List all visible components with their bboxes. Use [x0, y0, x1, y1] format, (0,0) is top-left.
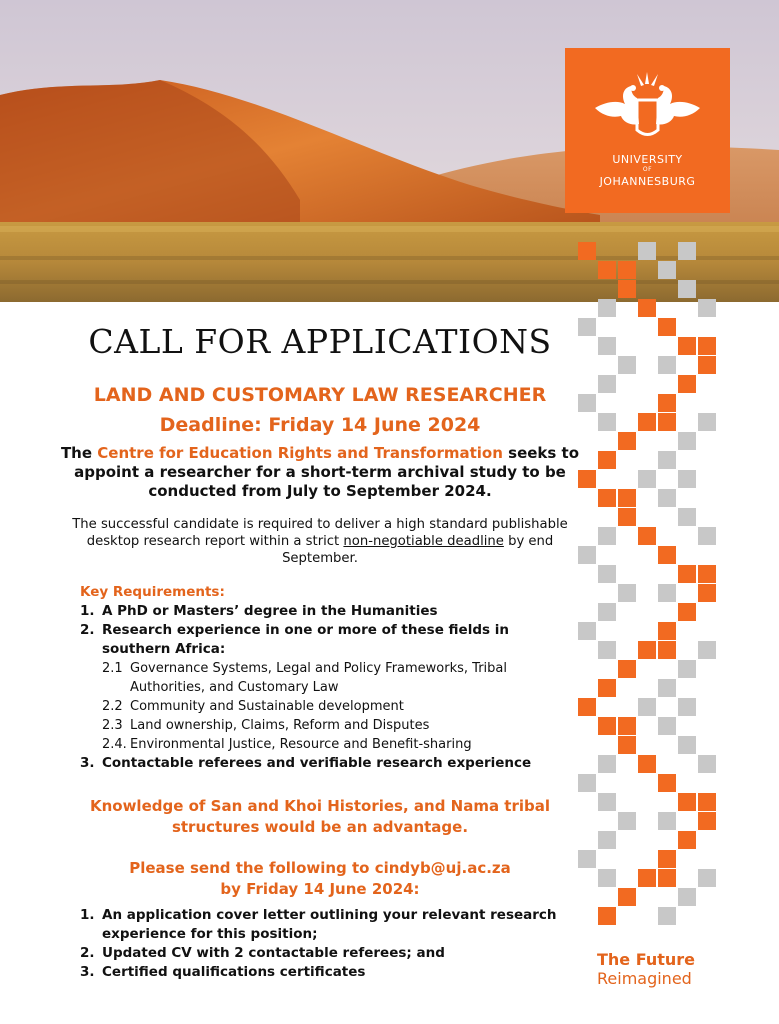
pattern-square: [638, 242, 656, 260]
pattern-square: [598, 337, 616, 355]
pattern-square: [658, 869, 676, 887]
pattern-square: [578, 622, 596, 640]
sub-list-number: 2.4.: [102, 737, 127, 752]
pattern-square: [698, 584, 716, 602]
pattern-square: [678, 831, 696, 849]
pattern-square: [618, 584, 636, 602]
pattern-square: [698, 413, 716, 431]
pattern-square: [678, 432, 696, 450]
pattern-square: [578, 394, 596, 412]
pattern-square: [678, 470, 696, 488]
sub-list-number: 2.1: [102, 661, 123, 676]
list-text: Contactable referees and verifiable research experience: [102, 755, 532, 771]
pattern-square: [618, 280, 636, 298]
pattern-square: [598, 261, 616, 279]
sub-list-item: [80, 716, 560, 735]
list-number: 2.: [80, 945, 95, 961]
pattern-square: [698, 812, 716, 830]
pattern-square: [698, 565, 716, 583]
pattern-square: [598, 869, 616, 887]
pattern-square: [638, 470, 656, 488]
sub-list-text: Community and Sustainable development: [130, 699, 404, 714]
sub-list-item: [80, 697, 560, 716]
intro-prefix: The: [60, 444, 98, 462]
pattern-square: [698, 356, 716, 374]
pattern-square: [578, 546, 596, 564]
pattern-square: [638, 698, 656, 716]
pattern-square: [698, 641, 716, 659]
pattern-square: [638, 869, 656, 887]
pattern-square: [698, 755, 716, 773]
pattern-square: [658, 546, 676, 564]
pattern-square: [638, 641, 656, 659]
pattern-square: [658, 394, 676, 412]
deliverable-part2: by end September.: [282, 534, 554, 566]
pattern-square: [598, 565, 616, 583]
list-item: [80, 944, 570, 963]
list-number: 2.: [80, 622, 95, 638]
pattern-square: [598, 603, 616, 621]
pattern-square: [678, 280, 696, 298]
pattern-square: [678, 698, 696, 716]
pattern-square: [658, 641, 676, 659]
pattern-square: [678, 375, 696, 393]
pattern-square: [678, 660, 696, 678]
pattern-square: [618, 736, 636, 754]
pattern-square: [678, 337, 696, 355]
logo-line-university: UNIVERSITY: [612, 153, 683, 166]
list-number: 3.: [80, 964, 95, 980]
pattern-square: [598, 641, 616, 659]
pattern-square: [658, 451, 676, 469]
pattern-square: [698, 299, 716, 317]
pattern-square: [658, 812, 676, 830]
pattern-square: [658, 356, 676, 374]
pattern-square: [618, 432, 636, 450]
pattern-square: [678, 565, 696, 583]
pattern-square: [658, 622, 676, 640]
pattern-square: [618, 261, 636, 279]
pattern-square: [658, 413, 676, 431]
pattern-square: [618, 660, 636, 678]
crest-icon: [587, 70, 708, 150]
submission-line-1: Please send the following to cindyb@uj.ac.za: [129, 859, 511, 877]
list-text: An application cover letter outlining your relevant research experience for this position;: [102, 907, 557, 942]
pattern-square: [598, 755, 616, 773]
decorative-pattern: [576, 240, 726, 930]
list-item: [80, 621, 560, 659]
list-item: [80, 754, 560, 773]
pattern-square: [658, 774, 676, 792]
pattern-square: [638, 527, 656, 545]
pattern-square: [578, 698, 596, 716]
sub-list-text: Governance Systems, Legal and Policy Frameworks, Tribal Authorities, and Customary Law: [130, 661, 507, 695]
logo-line-of: OF: [642, 166, 653, 173]
pattern-square: [658, 584, 676, 602]
sub-list-number: 2.2: [102, 699, 123, 714]
sub-list-item: [80, 735, 560, 754]
requirements-list: [80, 602, 560, 773]
pattern-square: [658, 489, 676, 507]
pattern-square: [598, 413, 616, 431]
pattern-square: [658, 261, 676, 279]
pattern-square: [678, 603, 696, 621]
university-logo: [565, 48, 730, 213]
pattern-square: [598, 489, 616, 507]
position-title: LAND AND CUSTOMARY LAW RESEARCHER: [93, 384, 547, 406]
list-number: 3.: [80, 755, 95, 771]
list-text: A PhD or Masters’ degree in the Humanities: [102, 603, 438, 619]
pattern-square: [638, 413, 656, 431]
list-number: 1.: [80, 907, 95, 923]
deliverable-underlined: non-negotiable deadline: [343, 534, 504, 549]
submission-list: [80, 906, 570, 982]
pattern-square: [618, 812, 636, 830]
intro-suffix: seeks to appoint a researcher for a short-term archival study to be conducted from July to September 2024.: [74, 444, 580, 500]
pattern-square: [618, 717, 636, 735]
pattern-square: [678, 508, 696, 526]
pattern-square: [578, 242, 596, 260]
pattern-square: [678, 736, 696, 754]
list-text: Research experience in one or more of these fields in southern Africa:: [102, 622, 509, 657]
pattern-square: [598, 907, 616, 925]
list-item: [80, 602, 560, 621]
pattern-square: [578, 774, 596, 792]
sub-list-number: 2.3: [102, 718, 123, 733]
tagline-line-1: The Future: [597, 950, 696, 969]
pattern-square: [598, 793, 616, 811]
pattern-square: [698, 527, 716, 545]
pattern-square: [578, 318, 596, 336]
sub-list-item: [80, 659, 560, 697]
pattern-square: [658, 850, 676, 868]
list-text: Certified qualifications certificates: [102, 964, 366, 980]
pattern-square: [598, 717, 616, 735]
pattern-square: [598, 299, 616, 317]
page-title: CALL FOR APPLICATIONS: [88, 322, 552, 361]
pattern-square: [698, 869, 716, 887]
key-requirements-heading: Key Requirements:: [80, 584, 225, 600]
pattern-square: [658, 717, 676, 735]
advantage-note: Knowledge of San and Khoi Histories, and Nama tribal structures would be an advantage.: [89, 797, 551, 836]
pattern-square: [638, 299, 656, 317]
sub-list-text: Environmental Justice, Resource and Benefit-sharing: [130, 737, 472, 752]
pattern-square: [698, 793, 716, 811]
list-item: [80, 963, 570, 982]
pattern-square: [598, 375, 616, 393]
pattern-square: [598, 679, 616, 697]
organisation-name: Centre for Education Rights and Transformation: [97, 444, 503, 462]
pattern-square: [598, 451, 616, 469]
pattern-square: [678, 888, 696, 906]
pattern-square: [698, 337, 716, 355]
pattern-square: [618, 356, 636, 374]
submission-line-2: by Friday 14 June 2024:: [220, 880, 420, 898]
intro-paragraph: [56, 444, 584, 501]
deadline: Deadline: Friday 14 June 2024: [159, 414, 481, 436]
pattern-square: [658, 679, 676, 697]
deliverable-paragraph: [66, 516, 574, 567]
submission-instructions: [60, 858, 580, 900]
logo-line-johannesburg: JOHANNESBURG: [599, 175, 696, 188]
pattern-square: [618, 489, 636, 507]
pattern-square: [678, 793, 696, 811]
pattern-square: [618, 888, 636, 906]
pattern-square: [638, 755, 656, 773]
pattern-square: [598, 527, 616, 545]
pattern-square: [678, 242, 696, 260]
deliverable-part1: The successful candidate is required to deliver a high standard publishable desktop research report within a strict: [72, 517, 568, 549]
list-number: 1.: [80, 603, 95, 619]
pattern-square: [658, 907, 676, 925]
sub-list-text: Land ownership, Claims, Reform and Disputes: [130, 718, 430, 733]
tagline: [597, 950, 695, 988]
list-item: [80, 906, 570, 944]
pattern-square: [658, 318, 676, 336]
list-text: Updated CV with 2 contactable referees; and: [102, 945, 445, 961]
pattern-square: [598, 831, 616, 849]
pattern-square: [618, 508, 636, 526]
tagline-line-2: Reimagined: [597, 969, 692, 988]
pattern-square: [578, 850, 596, 868]
